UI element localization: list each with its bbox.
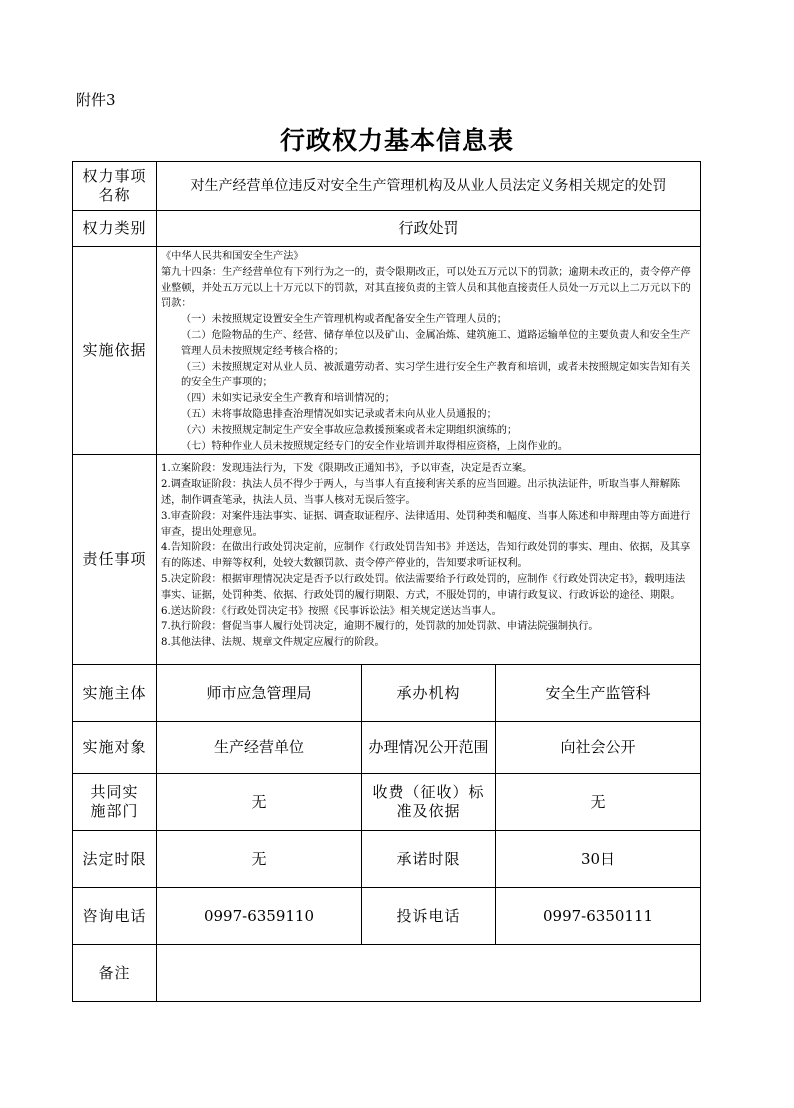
remark-label: 备注 [73,945,157,1002]
target-value: 生产经营单位 [157,722,362,774]
row-phone [73,888,701,945]
name-label: 权力事项名称 [73,162,157,211]
name-value: 对生产经营单位违反对安全生产管理机构及从业人员法定义务相关规定的处罚 [157,162,701,211]
row-duty [73,455,701,665]
row-basis [73,247,701,455]
consult-phone-label: 咨询电话 [73,888,157,945]
complaint-phone-label: 投诉电话 [362,888,496,945]
subject-label: 实施主体 [73,665,157,722]
joint-label: 共同实施部门 [73,774,157,831]
basis-line: （三）未按照规定对从业人员、被派遣劳动者、实习学生进行安全生产教育和培训，或者未按照规定如实告知有关的安全生产事项的； [181,361,691,389]
joint-value: 无 [157,774,362,831]
basis-line: （六）未按照规定制定生产安全事故应急救援预案或者未定期组织演练的； [181,424,518,436]
complaint-phone-value: 0997-6350111 [496,888,701,945]
duty-line: 1.立案阶段：发现违法行为，下发《限期改正通知书》，予以审查，决定是否立案。 [161,463,533,475]
row-name [73,162,701,211]
duty-line: 6.送达阶段：《行政处罚决定书》按照《民事诉讼法》相关规定送达当事人。 [161,605,502,617]
consult-phone-value: 0997-6359110 [157,888,362,945]
agency-label: 承办机构 [362,665,496,722]
basis-line: （四）未如实记录安全生产教育和培训情况的； [181,393,395,405]
duty-line: 3.审查阶段：对案件违法事实、证据、调查取证程序、法律适用、处罚种类和幅度、当事人陈述和申辩理由等方面进行审查，提出处理意见。 [161,510,691,538]
promise-label: 承诺时限 [362,831,496,888]
row-subject [73,665,701,722]
basis-label: 实施依据 [73,247,157,455]
row-joint [73,774,701,831]
remark-value [157,945,701,1002]
basis-line: （一）未按照规定设置安全生产管理机构或者配备安全生产管理人员的； [181,314,507,326]
duty-label: 责任事项 [73,455,157,665]
promise-value: 30日 [496,831,701,888]
row-category [73,211,701,247]
duty-line: 5.决定阶段：根据审理情况决定是否予以行政处罚。依法需要给予行政处罚的，应制作《行政处罚决定书》，载明违法事实、证据，处罚种类、依据、行政处罚的履行期限、方式，不服处罚的，申请行政复议、行政诉讼的途径、期限。 [161,573,686,601]
basis-line: （二）危险物品的生产、经营、储存单位以及矿山、金属冶炼、建筑施工、道路运输单位的主要负责人和安全生产管理人员未按照规定经考核合格的； [181,329,691,357]
category-value: 行政处罚 [157,211,701,247]
row-target [73,722,701,774]
basis-line: 第九十四条：生产经营单位有下列行为之一的，责令限期改正，可以处五万元以下的罚款；逾期未改正的，责令停产停业整顿，并处五万元以上十万元以下的罚款，对其直接负责的主管人员和其他直接责任人员处一万元以上二万元以下的罚款： [161,266,691,310]
category-label: 权力类别 [73,211,157,247]
deadline-value: 无 [157,831,362,888]
basis-text [157,247,701,455]
disclosure-value: 向社会公开 [496,722,701,774]
fee-label: 收费（征收）标准及依据 [362,774,496,831]
basis-line: 《中华人民共和国安全生产法》 [161,251,304,262]
row-remark [73,945,701,1002]
duty-line: 4.告知阶段：在做出行政处罚决定前，应制作《行政处罚告知书》并送达，告知行政处罚的事实、理由、依据，及其享有的陈述、申辩等权利，处较大数额罚款、责令停产停业的，告知要求听证权利。 [161,542,691,570]
subject-value: 师市应急管理局 [157,665,362,722]
basis-line: （七）特种作业人员未按照规定经专门的安全作业培训并取得相应资格，上岗作业的。 [181,440,569,452]
page-title: 行政权力基本信息表 [279,126,514,155]
duty-line: 7.执行阶段：督促当事人履行处罚决定，逾期不履行的，处罚款的加处罚款、申请法院强制执行。 [161,621,599,633]
info-table [72,161,701,1002]
duty-line: 8.其他法律、法规、规章文件规定应履行的阶段。 [161,637,385,649]
fee-value: 无 [496,774,701,831]
target-label: 实施对象 [73,722,157,774]
row-deadline [73,831,701,888]
basis-line: （五）未将事故隐患排查治理情况如实记录或者未向从业人员通报的； [181,408,497,420]
disclosure-label: 办理情况公开范围 [362,722,496,774]
agency-value: 安全生产监管科 [496,665,701,722]
duty-line: 2.调查取证阶段：执法人员不得少于两人，与当事人有直接利害关系的应当回避。出示执法证件，听取当事人辩解陈述，制作调查笔录，执法人员、当事人核对无误后签字。 [161,479,681,506]
deadline-label: 法定时限 [73,831,157,888]
attachment-label: 附件3 [76,91,116,109]
duty-text [157,455,701,665]
